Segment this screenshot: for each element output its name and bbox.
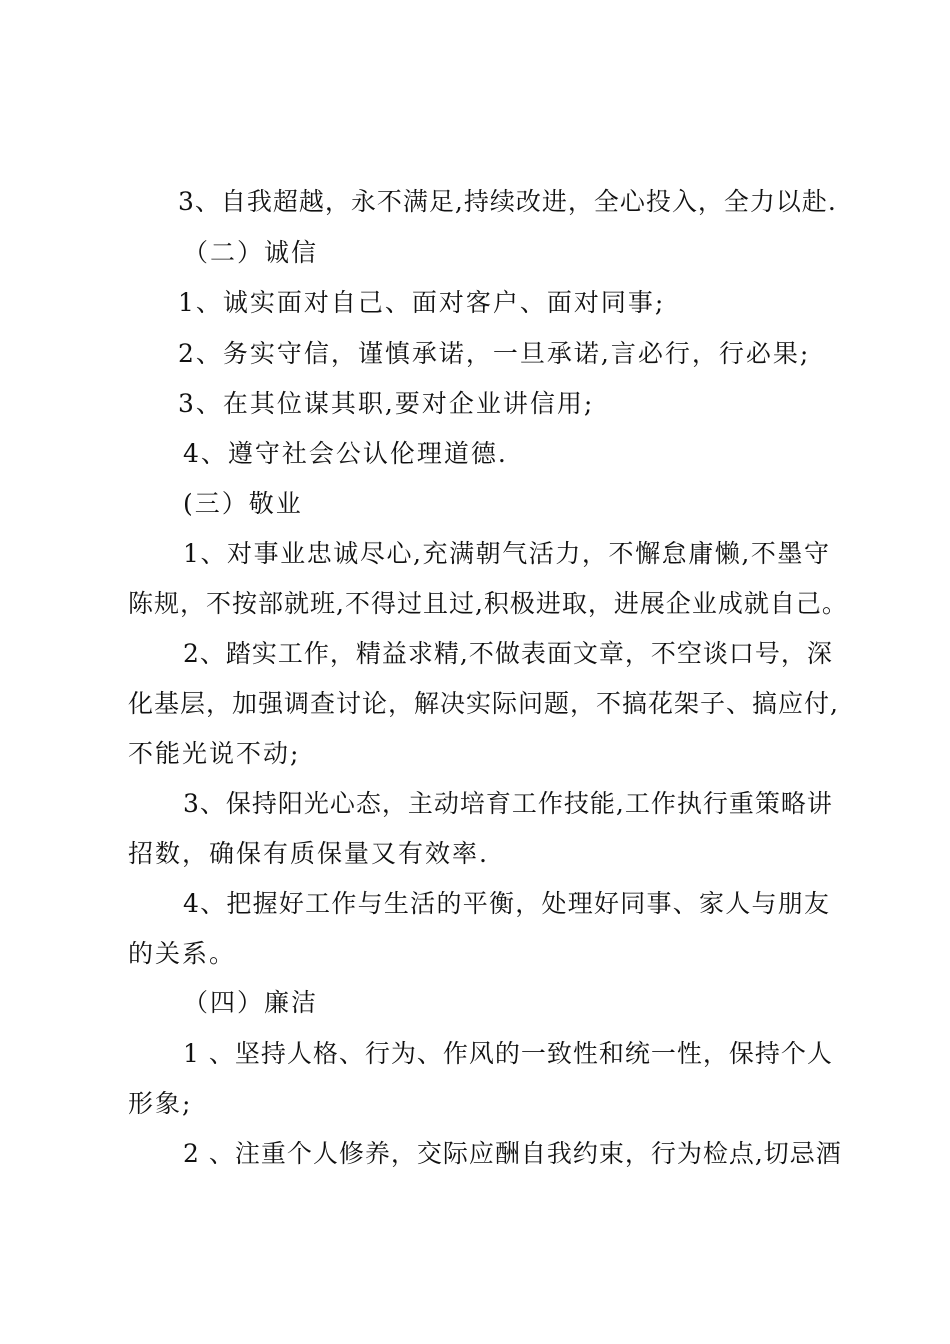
text-line: 招数，确保有质保量又有效率. <box>128 839 489 868</box>
text-line: 2、务实守信，谨慎承诺，一旦承诺,言必行，行必果; <box>178 339 811 368</box>
text-line: 2、踏实工作，精益求精,不做表面文章，不空谈口号，深 <box>183 639 833 668</box>
section-heading: (三）敬业 <box>183 489 303 518</box>
text-line: 1、对事业忠诚尽心,充满朝气活力，不懈怠庸懒,不墨守 <box>183 539 830 568</box>
text-line: 3、在其位谋其职,要对企业讲信用; <box>178 389 595 418</box>
text-line: 化基层，加强调查讨论，解决实际问题，不搞花架子、搞应付, <box>128 689 839 718</box>
text-line: 陈规，不按部就班,不得过且过,积极进取，进展企业成就自己。 <box>128 589 848 618</box>
text-line: 3、自我超越，永不满足,持续改进，全心投入，全力以赴. <box>178 187 837 216</box>
text-line: 1、诚实面对自己、面对客户、面对同事; <box>178 288 666 317</box>
text-line: 3、保持阳光心态，主动培育工作技能,工作执行重策略讲 <box>183 789 833 818</box>
text-line: 不能光说不动; <box>128 739 301 768</box>
text-line: 1 、坚持人格、行为、作风的一致性和统一性，保持个人 <box>183 1039 833 1068</box>
section-heading: （四）廉洁 <box>183 988 319 1017</box>
text-line: 2 、注重个人修养，交际应酬自我约束，行为检点,切忌酒 <box>183 1139 842 1168</box>
text-line: 形象; <box>128 1089 193 1118</box>
text-line: 4、把握好工作与生活的平衡，处理好同事、家人与朋友 <box>183 889 830 918</box>
text-line: 的关系。 <box>128 939 237 968</box>
text-line: 4、遵守社会公认伦理道德. <box>183 439 508 468</box>
section-heading: （二）诚信 <box>183 238 319 267</box>
